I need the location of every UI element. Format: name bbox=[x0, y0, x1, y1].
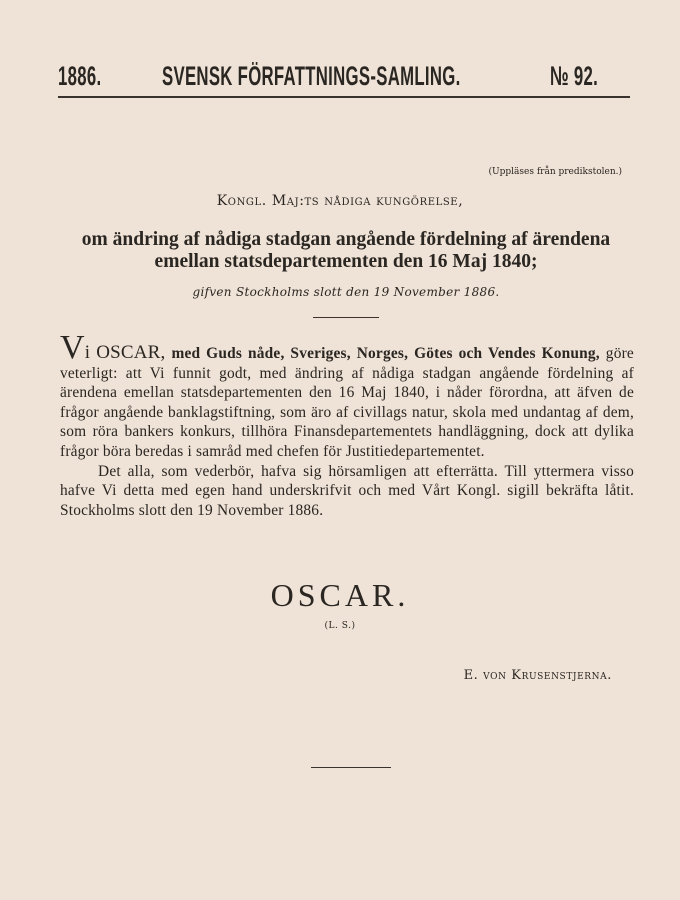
paragraph-1 bbox=[60, 329, 634, 462]
page-header bbox=[58, 58, 630, 98]
body-text bbox=[60, 329, 634, 520]
king-name: OSCAR, bbox=[96, 342, 166, 363]
royal-title: med Guds nåde, Sveriges, Norges, Götes och Vendes Konung, bbox=[171, 345, 600, 362]
drop-initial: V bbox=[60, 329, 85, 366]
header-year: 1886. bbox=[58, 61, 102, 91]
royal-signature: OSCAR. bbox=[270, 577, 410, 613]
proclamation-heading: Kongl. Maj:ts nådiga kungörelse, bbox=[216, 193, 464, 209]
paragraph-2: Det alla, som vederbör, hafva sig hörsamligen att efterrätta. Till yttermera visso hafve Vi detta med egen hand underskrifvit och med Vårt Kongl. sigill bekräfta låtit. Stockholms slott den 19 November 1886. bbox=[60, 462, 634, 519]
document-title bbox=[60, 229, 632, 273]
header-rule bbox=[58, 96, 630, 98]
given-date: gifven Stockholms slott den 19 November 1886. bbox=[192, 285, 500, 299]
bottom-rule bbox=[311, 767, 391, 768]
initial-rest: i bbox=[84, 342, 91, 363]
seal-mark: (L. S.) bbox=[324, 621, 356, 631]
countersignature: E. von Krusenstjerna. bbox=[463, 668, 612, 683]
reading-note: (Uppläses från predikstolen.) bbox=[488, 167, 622, 177]
header-title: SVENSK FÖRFATTNINGS-SAMLING. bbox=[162, 61, 461, 91]
title-rule bbox=[313, 317, 379, 318]
title-line-2: emellan statsdepartementen den 16 Maj 1840; bbox=[154, 251, 538, 272]
paragraph-1-text: göre veterligt: att Vi funnit godt, med ändring af nådiga stadgan angående fördelning af ärendena emellan statsdepartementen den 16 Maj 1840, i nåder förordna, att äfven de frågor angående banklagstiftning, som äro af civillags natur, skola med undantag af dem, som röra bankers konkurs, tillhöra Finansdepartementets handläggning, dock att dylika frågor böra beredas i samråd med chefen för Justitiedepartementet. bbox=[60, 345, 634, 460]
title-line-1: om ändring af nådiga stadgan angående fördelning af ärendena bbox=[81, 229, 611, 250]
header-number: № 92. bbox=[550, 61, 599, 91]
